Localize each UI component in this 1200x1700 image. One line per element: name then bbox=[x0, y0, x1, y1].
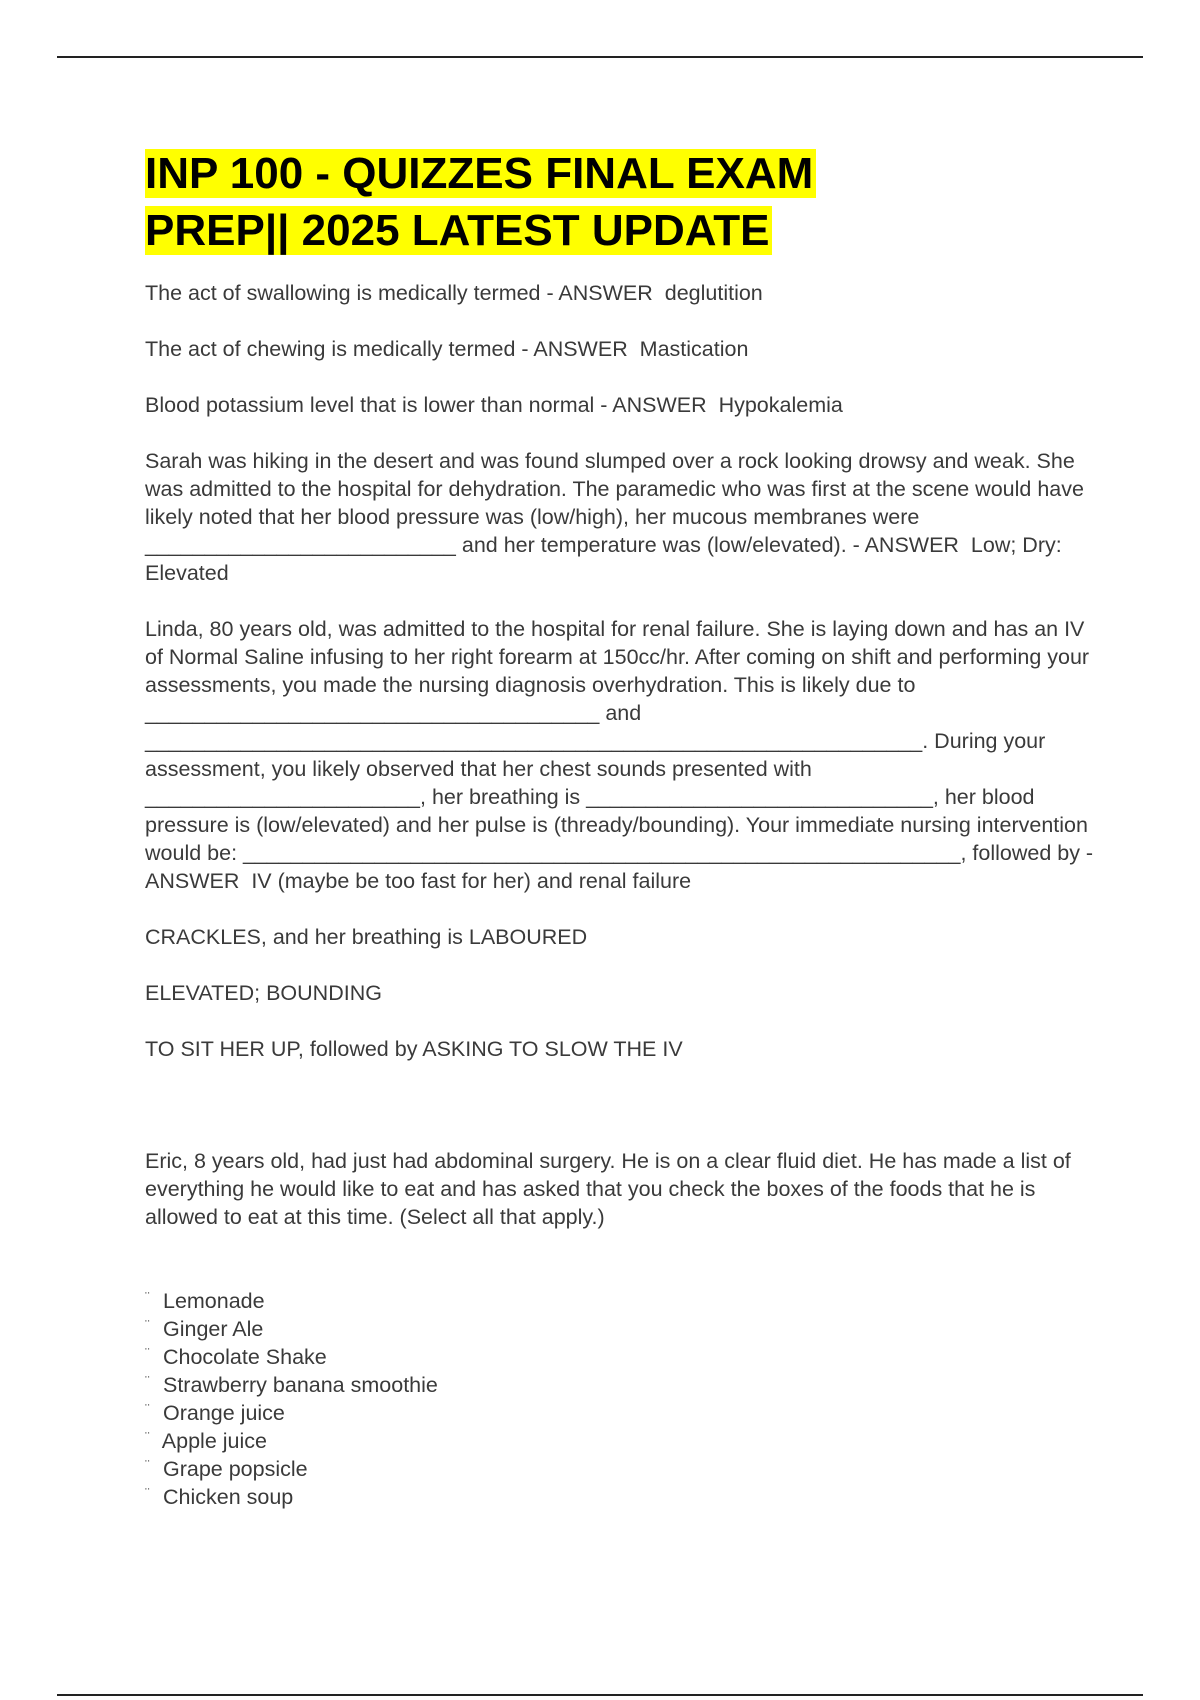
list-item[interactable] bbox=[145, 1427, 1095, 1455]
qa-entry bbox=[145, 615, 1098, 895]
list-item[interactable] bbox=[145, 1287, 1095, 1315]
list-item[interactable] bbox=[145, 1315, 1095, 1343]
qa-entry bbox=[145, 391, 1095, 419]
food-options-list bbox=[145, 1287, 1095, 1511]
qa-text: CRACKLES, and her breathing is LABOURED bbox=[145, 925, 588, 949]
qa-entry bbox=[145, 447, 1095, 587]
checkbox-icon[interactable]: ¨ bbox=[145, 1457, 150, 1473]
qa-text: Blood potassium level that is lower than normal - ANSWER Hypokalemia bbox=[145, 393, 843, 417]
option-label: Apple juice bbox=[161, 1429, 267, 1453]
checkbox-icon[interactable]: ¨ bbox=[145, 1317, 150, 1333]
question-text: Eric, 8 years old, had just had abdominal surgery. He is on a clear fluid diet. He has made a list of everything he would like to eat and has asked that you check the boxes of the foods that he is allowed to eat at this time. (Select all that apply.) bbox=[145, 1149, 1077, 1229]
checkbox-icon[interactable]: ¨ bbox=[145, 1373, 150, 1389]
option-label: Lemonade bbox=[162, 1289, 265, 1313]
document-body bbox=[145, 145, 1098, 1511]
select-all-question bbox=[145, 1091, 1095, 1287]
checkbox-icon[interactable]: ¨ bbox=[145, 1289, 150, 1305]
list-item[interactable] bbox=[145, 1343, 1095, 1371]
qa-text: Sarah was hiking in the desert and was found slumped over a rock looking drowsy and weak. She was admitted to the hospital for dehydration. The paramedic who was first at the scene would have likely noted that her blood pressure was (low/high), her mucous membranes were __________________________ and her temperature was (low/elevated). - ANSWER Low; Dry: Elevated bbox=[145, 449, 1090, 585]
checkbox-icon[interactable]: ¨ bbox=[145, 1401, 150, 1417]
page-bottom-rule bbox=[57, 1694, 1143, 1696]
list-item[interactable] bbox=[145, 1371, 1095, 1399]
title-line-2: PREP|| 2025 LATEST UPDATE bbox=[145, 206, 772, 255]
qa-entry bbox=[145, 979, 1095, 1007]
option-label: Orange juice bbox=[162, 1401, 285, 1425]
document-title bbox=[145, 145, 1095, 259]
list-item[interactable] bbox=[145, 1483, 1095, 1511]
option-label: Strawberry banana smoothie bbox=[162, 1373, 438, 1397]
qa-entry bbox=[145, 1035, 1095, 1063]
option-label: Chocolate Shake bbox=[162, 1345, 327, 1369]
qa-text: ELEVATED; BOUNDING bbox=[145, 981, 382, 1005]
qa-entry bbox=[145, 335, 1095, 363]
qa-text: Linda, 80 years old, was admitted to the hospital for renal failure. She is laying down and has an IV of Normal Saline infusing to her right forearm at 150cc/hr. After coming on shift and performing your assessments, you made the nursing diagnosis overhydration. This is likely due to ______________________________________ and _________________________________________________________________. During your assessment, you likely observed that her chest sounds presented with _______________________, her breathing is _____________________________, her blood pressure is (low/elevated) and her pulse is (thready/bounding). Your immediate nursing intervention would be: ____________________________________________________________, followed by - ANSWER IV (maybe be too fast for her) and renal failure bbox=[145, 617, 1098, 893]
qa-entry bbox=[145, 279, 1095, 307]
qa-text: The act of swallowing is medically termed - ANSWER deglutition bbox=[145, 281, 763, 305]
option-label: Chicken soup bbox=[162, 1485, 294, 1509]
qa-entry bbox=[145, 923, 1095, 951]
list-item[interactable] bbox=[145, 1455, 1095, 1483]
checkbox-icon[interactable]: ¨ bbox=[145, 1485, 150, 1501]
qa-text: The act of chewing is medically termed - ANSWER Mastication bbox=[145, 337, 749, 361]
option-label: Ginger Ale bbox=[162, 1317, 264, 1341]
qa-text: TO SIT HER UP, followed by ASKING TO SLOW THE IV bbox=[145, 1037, 683, 1061]
page-top-rule bbox=[57, 56, 1143, 58]
option-label: Grape popsicle bbox=[162, 1457, 308, 1481]
checkbox-icon[interactable]: ¨ bbox=[145, 1429, 150, 1445]
list-item[interactable] bbox=[145, 1399, 1095, 1427]
checkbox-icon[interactable]: ¨ bbox=[145, 1345, 150, 1361]
title-line-1: INP 100 - QUIZZES FINAL EXAM bbox=[145, 149, 816, 198]
